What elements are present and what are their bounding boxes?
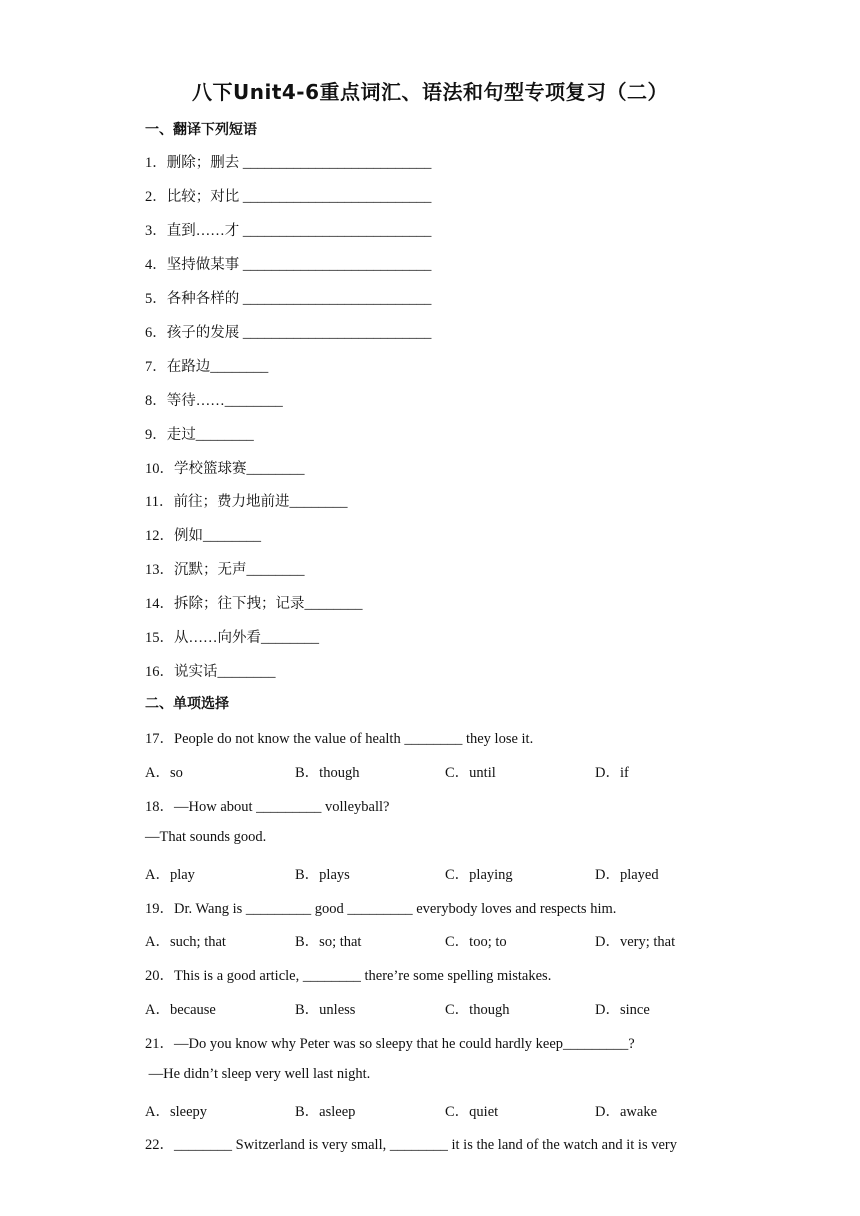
option-a[interactable]: A．so xyxy=(145,765,183,781)
option-b[interactable]: B．so; that xyxy=(295,934,362,950)
question-17-stem: 17．People do not know the value of health ________ they lose it. xyxy=(145,731,534,747)
phrase-item-5: 5．各种各样的 __________________________ xyxy=(145,291,432,307)
question-21-options xyxy=(145,1100,745,1120)
option-b[interactable]: B．plays xyxy=(295,867,350,883)
section-heading-multiple-choice: 二、单项选择 xyxy=(145,696,229,712)
phrase-item-12: 12．例如________ xyxy=(145,528,261,544)
phrase-item-8: 8．等待……________ xyxy=(145,393,283,409)
option-c[interactable]: C．until xyxy=(445,765,496,781)
question-21-stem: 21．—Do you know why Peter was so sleepy that he could hardly keep_________? xyxy=(145,1036,635,1052)
option-d[interactable]: D．awake xyxy=(595,1104,658,1120)
question-19-options xyxy=(145,930,745,950)
phrase-item-7: 7．在路边________ xyxy=(145,359,269,375)
phrase-item-4: 4．坚持做某事 __________________________ xyxy=(145,257,432,273)
option-d[interactable]: D．played xyxy=(595,867,659,883)
page-title: 八下Unit4-6重点词汇、语法和句型专项复习（二） xyxy=(191,80,669,104)
question-21-reply: —He didn’t sleep very well last night. xyxy=(145,1066,371,1082)
option-d[interactable]: D．very; that xyxy=(595,934,676,950)
option-c[interactable]: C．quiet xyxy=(445,1104,499,1120)
question-18-options xyxy=(145,863,745,883)
option-a[interactable]: A．because xyxy=(145,1002,216,1018)
phrase-item-9: 9．走过________ xyxy=(145,427,254,443)
option-d[interactable]: D．if xyxy=(595,765,629,781)
question-18-stem: 18．—How about _________ volleyball? xyxy=(145,799,390,815)
question-22-stem: 22．________ Switzerland is very small, ________ it is the land of the watch and it is very xyxy=(145,1137,677,1153)
option-c[interactable]: C．though xyxy=(445,1002,510,1018)
phrase-item-11: 11．前往；费力地前进________ xyxy=(145,494,348,510)
option-a[interactable]: A．play xyxy=(145,867,195,883)
phrase-item-14: 14．拆除；往下拽；记录________ xyxy=(145,596,363,612)
question-20-options xyxy=(145,998,745,1018)
section-heading-translation: 一、翻译下列短语 xyxy=(145,122,257,138)
phrase-item-13: 13．沉默；无声________ xyxy=(145,562,305,578)
option-a[interactable]: A．sleepy xyxy=(145,1104,208,1120)
question-17-options xyxy=(145,761,745,781)
option-b[interactable]: B．unless xyxy=(295,1002,356,1018)
option-b[interactable]: B．though xyxy=(295,765,360,781)
option-b[interactable]: B．asleep xyxy=(295,1104,356,1120)
phrase-item-15: 15．从……向外看________ xyxy=(145,630,319,646)
question-19-stem: 19．Dr. Wang is _________ good _________ everybody loves and respects him. xyxy=(145,901,617,917)
question-20-stem: 20．This is a good article, ________ there’re some spelling mistakes. xyxy=(145,968,552,984)
option-a[interactable]: A．such; that xyxy=(145,934,226,950)
phrase-item-16: 16．说实话________ xyxy=(145,664,276,680)
phrase-item-6: 6．孩子的发展 __________________________ xyxy=(145,325,432,341)
phrase-item-3: 3．直到……才 __________________________ xyxy=(145,223,432,239)
option-d[interactable]: D．since xyxy=(595,1002,650,1018)
phrase-item-2: 2．比较；对比 __________________________ xyxy=(145,189,432,205)
phrase-item-1: 1．删除；删去 __________________________ xyxy=(145,155,432,171)
option-c[interactable]: C．playing xyxy=(445,867,513,883)
question-18-reply: —That sounds good. xyxy=(145,829,267,845)
phrase-item-10: 10．学校篮球赛________ xyxy=(145,461,305,477)
option-c[interactable]: C．too; to xyxy=(445,934,507,950)
